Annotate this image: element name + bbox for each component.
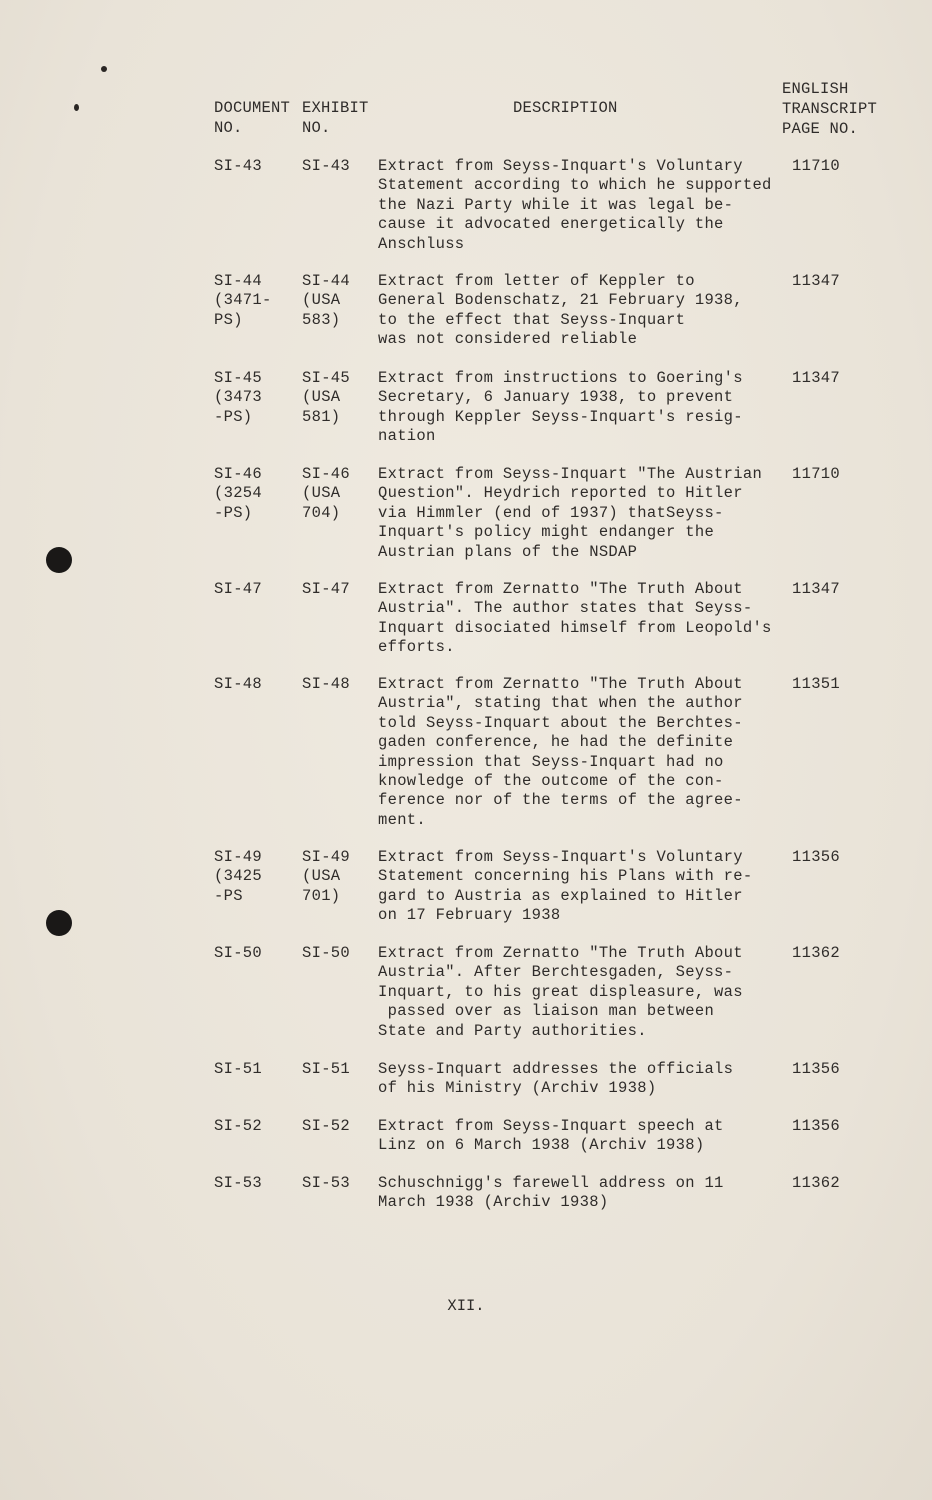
document-number: SI-47 xyxy=(214,580,263,598)
document-number: SI-49 (3425 -PS xyxy=(214,848,263,905)
transcript-page: 11710 xyxy=(792,157,841,175)
description: Extract from Zernatto "The Truth About Austria", stating that when the author told Seyss-Inquart about the Berchtes- gaden conference, he had the definite impression that Seyss-Inquart had no knowledge of the outcome of the con- ference nor of the terms of the agree- ment. xyxy=(378,675,743,829)
ink-mark xyxy=(74,104,79,111)
exhibit-number: SI-45 (USA 581) xyxy=(302,369,351,426)
header-description: DESCRIPTION xyxy=(513,99,618,117)
header-transcript-page: ENGLISH TRANSCRIPT PAGE NO. xyxy=(782,80,878,138)
transcript-page: 11362 xyxy=(792,1174,841,1192)
transcript-page: 11347 xyxy=(792,580,841,598)
header-exhibit-no: EXHIBIT NO. xyxy=(302,99,369,137)
exhibit-number: SI-48 xyxy=(302,675,351,693)
transcript-page: 11362 xyxy=(792,944,841,962)
punch-hole xyxy=(46,910,72,936)
document-number: SI-48 xyxy=(214,675,263,693)
document-number: SI-46 (3254 -PS) xyxy=(214,465,263,522)
description: Extract from Seyss-Inquart speech at Linz on 6 March 1938 (Archiv 1938) xyxy=(378,1117,724,1155)
exhibit-number: SI-52 xyxy=(302,1117,351,1135)
page-number xyxy=(0,1297,932,1315)
exhibit-number: SI-47 xyxy=(302,580,351,598)
description: Extract from Seyss-Inquart "The Austrian Question". Heydrich reported to Hitler via Himmler (end of 1937) thatSeyss- Inquart's policy might endanger the Austrian plans of the NSDAP xyxy=(378,465,763,561)
document-number: SI-51 xyxy=(214,1060,263,1078)
document-number: SI-53 xyxy=(214,1174,263,1192)
transcript-page: 11710 xyxy=(792,465,841,483)
punch-hole xyxy=(46,547,72,573)
transcript-page: 11347 xyxy=(792,272,841,290)
description: Extract from Zernatto "The Truth About Austria". The author states that Seyss- Inquart disociated himself from Leopold's efforts. xyxy=(378,580,772,657)
transcript-page: 11356 xyxy=(792,1060,841,1078)
transcript-page: 11351 xyxy=(792,675,841,693)
description: Extract from Zernatto "The Truth About Austria". After Berchtesgaden, Seyss- Inquart, to his great displeasure, was passed over as liaison man between State and Party authorities. xyxy=(378,944,743,1040)
exhibit-number: SI-53 xyxy=(302,1174,351,1192)
description: Schuschnigg's farewell address on 11 March 1938 (Archiv 1938) xyxy=(378,1174,724,1212)
description: Extract from Seyss-Inquart's Voluntary Statement according to which he supported the Nazi Party while it was legal be- cause it advocated energetically the Anschluss xyxy=(378,157,772,253)
transcript-page: 11347 xyxy=(792,369,841,387)
document-number: SI-43 xyxy=(214,157,263,175)
document-number: SI-50 xyxy=(214,944,263,962)
header-document-no: DOCUMENT NO. xyxy=(214,99,291,137)
exhibit-number: SI-44 (USA 583) xyxy=(302,272,351,329)
document-number: SI-52 xyxy=(214,1117,263,1135)
document-number: SI-44 (3471- PS) xyxy=(214,272,272,329)
exhibit-number: SI-49 (USA 701) xyxy=(302,848,351,905)
ink-mark xyxy=(101,66,107,72)
page-number-label: XII. xyxy=(447,1297,485,1315)
exhibit-number: SI-46 (USA 704) xyxy=(302,465,351,522)
description: Extract from Seyss-Inquart's Voluntary Statement concerning his Plans with re- gard to Austria as explained to Hitler on 17 February 1938 xyxy=(378,848,753,925)
description: Extract from letter of Keppler to General Bodenschatz, 21 February 1938, to the effect that Seyss-Inquart was not considered reliable xyxy=(378,272,743,349)
exhibit-number: SI-43 xyxy=(302,157,351,175)
transcript-page: 11356 xyxy=(792,1117,841,1135)
exhibit-number: SI-51 xyxy=(302,1060,351,1078)
exhibit-number: SI-50 xyxy=(302,944,351,962)
document-number: SI-45 (3473 -PS) xyxy=(214,369,263,426)
transcript-page: 11356 xyxy=(792,848,841,866)
description: Extract from instructions to Goering's Secretary, 6 January 1938, to prevent through Keppler Seyss-Inquart's resig- nation xyxy=(378,369,743,446)
description: Seyss-Inquart addresses the officials of his Ministry (Archiv 1938) xyxy=(378,1060,734,1098)
